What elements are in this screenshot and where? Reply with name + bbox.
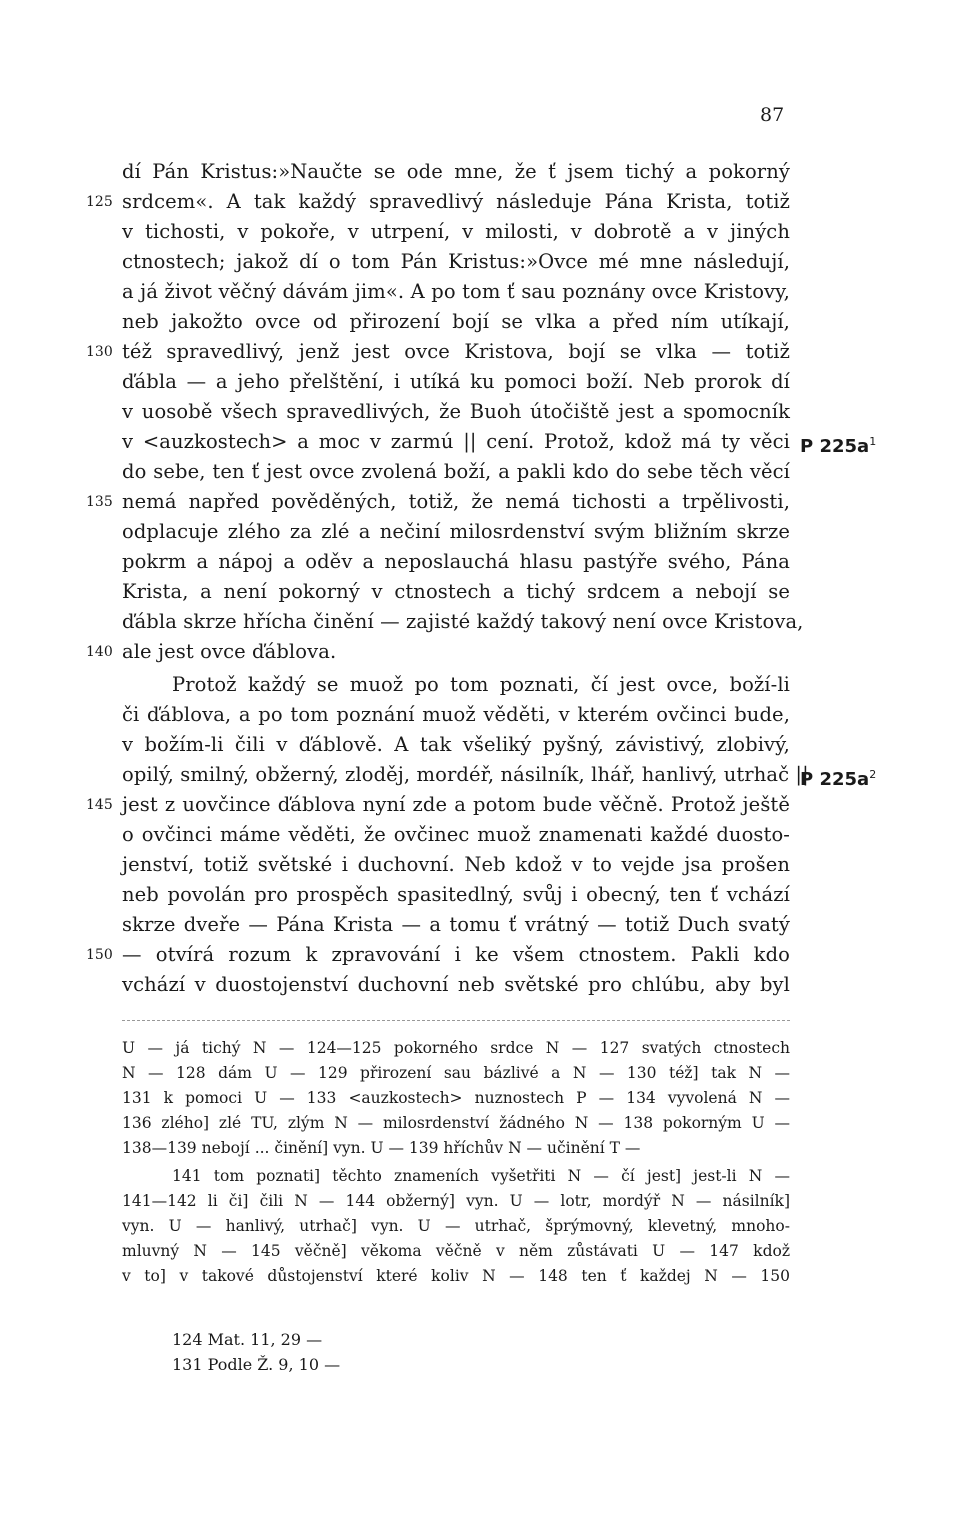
apparatus-line: mluvný N — 145 věčně] věkoma věčně v něm zůstávati U — 147 kdož bbox=[122, 1242, 790, 1260]
text-line: též spravedlivý, jenž jest ovce Kristova, bojí se vlka — totiž bbox=[122, 340, 790, 363]
text-line: jenství, totiž světské i duchovní. Neb kdož v to vejde jsa prošen bbox=[122, 853, 790, 876]
apparatus-line: 136 zlého] zlé TU, zlým N — milosrdenství žádného N — 138 pokorným U — bbox=[122, 1114, 790, 1132]
text-line: Protož každý se muož po tom poznati, čí jest ovce, boží-li bbox=[172, 673, 790, 696]
apparatus-line: U — já tichý N — 124—125 pokorného srdce N — 127 svatých ctnostech bbox=[122, 1039, 790, 1057]
text-line: opilý, smilný, obžerný, zloděj, mordéř, násilník, lhář, hanlivý, utrhač || bbox=[122, 763, 809, 786]
apparatus-line: 141—142 li či] čili N — 144 obžerný] vyn. U — lotr, mordýř N — násilník] bbox=[122, 1192, 790, 1210]
text-line: dí Pán Kristus:»Naučte se ode mne, že ť jsem tichý a pokorný bbox=[122, 160, 790, 183]
text-line: jest z uovčince ďáblova nyní zde a potom bude věčně. Protož ještě bbox=[122, 793, 790, 816]
text-line: vchází v duostojenství duchovní neb světské pro chlúbu, aby byl bbox=[122, 973, 790, 996]
text-line: ale jest ovce ďáblova. bbox=[122, 640, 337, 663]
line-number: 150 bbox=[86, 947, 113, 963]
text-line: o ovčinci máme věděti, že ovčinec muož znamenati každé duosto- bbox=[122, 823, 790, 846]
text-line: odplacuje zlého za zlé a nečiní milosrdenství svým bližním skrze bbox=[122, 520, 790, 543]
reference-line: 124 Mat. 11, 29 — bbox=[172, 1330, 323, 1349]
apparatus-line: v to] v takové důstojenství které koliv N — 148 ten ť každej N — 150 bbox=[122, 1267, 790, 1285]
folio-marker: P $225a^2$ bbox=[800, 768, 877, 790]
text-line: ďábla — a jeho přelštění, i utíká ku pomoci boží. Neb prorok dí bbox=[122, 370, 790, 393]
reference-line: 131 Podle Ž. 9, 10 — bbox=[172, 1355, 341, 1374]
text-line: do sebe, ten ť jest ovce zvolená boží, a pakli kdo do sebe těch věcí bbox=[122, 460, 790, 483]
text-line: v božím-li čili v ďáblově. A tak všeliký pyšný, závistivý, zlobivý, bbox=[122, 733, 790, 756]
text-line: ctnostech; jakož dí o tom Pán Kristus:»Ovce mé mne následují, bbox=[122, 250, 790, 273]
text-line: ďábla skrze hřícha činění — zajisté každý takový není ovce Kristova, bbox=[122, 610, 804, 633]
text-line: v tichosti, v pokoře, v utrpení, v milosti, v dobrotě a v jiných bbox=[122, 220, 790, 243]
apparatus-line: 141 tom poznati] těchto znameních vyšetřiti N — čí jest] jest-li N — bbox=[172, 1167, 790, 1185]
apparatus-line: 138—139 nebojí ... činění] vyn. U — 139 hříchův N — učinění T — bbox=[122, 1139, 641, 1157]
apparatus-line: 131 k pomoci U — 133 <auzkostech> nuznostech P — 134 vyvolená N — bbox=[122, 1089, 790, 1107]
footnote-divider bbox=[122, 1020, 790, 1021]
apparatus-line: vyn. U — hanlivý, utrhač] vyn. U — utrhač, šprýmovný, klevetný, mnoho- bbox=[122, 1217, 790, 1235]
line-number: 145 bbox=[86, 797, 113, 813]
folio-marker: P $225a^1$ bbox=[800, 435, 877, 457]
text-line: a já život věčný dávám jim«. A po tom ť sau poznány ovce Kristovy, bbox=[122, 280, 790, 303]
text-line: v uosobě všech spravedlivých, že Buoh útočiště jest a spomocník bbox=[122, 400, 790, 423]
text-line: neb jakožto ovce od přirození bojí se vlka a před ním utíkají, bbox=[122, 310, 790, 333]
text-line: v <auzkostech> a moc v zarmú || cení. Protož, kdož má ty věci bbox=[122, 430, 790, 453]
line-number: 135 bbox=[86, 494, 113, 510]
line-number: 125 bbox=[86, 194, 113, 210]
line-number: 130 bbox=[86, 344, 113, 360]
text-line: Krista, a není pokorný v ctnostech a tichý srdcem a nebojí se bbox=[122, 580, 790, 603]
text-line: neb povolán pro prospěch spasitedlný, svůj i obecný, ten ť vchází bbox=[122, 883, 790, 906]
text-line: srdcem«. A tak každý spravedlivý následuje Pána Krista, totiž bbox=[122, 190, 790, 213]
line-number: 140 bbox=[86, 644, 113, 660]
page-number: 87 bbox=[760, 104, 785, 126]
apparatus-line: N — 128 dám U — 129 přirození sau bázlivé a N — 130 též] tak N — bbox=[122, 1064, 790, 1082]
text-line: — otvírá rozum k zpravování i ke všem ctnostem. Pakli kdo bbox=[122, 943, 790, 966]
text-line: nemá napřed pověděných, totiž, že nemá tichosti a trpělivosti, bbox=[122, 490, 790, 513]
text-line: pokrm a nápoj a oděv a neposlauchá hlasu pastýře svého, Pána bbox=[122, 550, 790, 573]
text-line: skrze dveře — Pána Krista — a tomu ť vrátný — totiž Duch svatý bbox=[122, 913, 790, 936]
text-line: či ďáblova, a po tom poznání muož věděti, v kterém ovčinci bude, bbox=[122, 703, 790, 726]
